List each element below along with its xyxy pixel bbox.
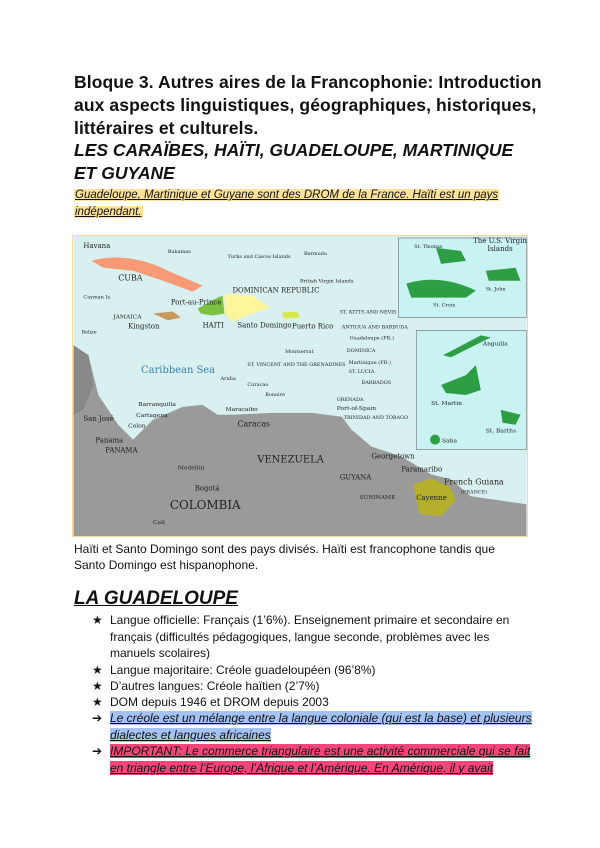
map-label: GRENADA: [336, 396, 364, 403]
map-label: French Guiana: [444, 477, 504, 487]
highlighted-text: Le créole est un mélange entre la langue coloniale (qui est la base) et plusieurs dialectes et langues africaines: [110, 711, 532, 742]
title-line: Bloque 3. Autres aires de la Francophonie: Introduction: [74, 72, 542, 92]
map-label: SURINAME: [359, 494, 396, 502]
map-label: DOMINICA: [346, 348, 376, 355]
map-label: Montserrat: [285, 349, 314, 356]
map-label: St. Barths: [485, 427, 517, 435]
map-label: Bahamas: [167, 248, 191, 255]
map-label: Belize: [81, 329, 97, 336]
map-label: BARBADOS: [361, 380, 392, 387]
map-label: San José: [83, 414, 114, 423]
map-label: Maracaibo: [225, 405, 258, 413]
map-label: ANTIGUA AND BARBUDA: [341, 324, 408, 331]
map-label: JAMAICA: [113, 313, 142, 321]
map-label: Martinique (FR.): [348, 360, 391, 367]
map-label: Bonaire: [265, 391, 285, 398]
list-item-highlight-blue: [92, 710, 532, 743]
section-heading: LA GUADELOUPE: [74, 588, 238, 609]
map-label: Port-au-Prince: [170, 298, 222, 307]
map-label: Bermuda: [303, 250, 327, 257]
map-label: Turks and Caicos Islands: [227, 253, 291, 260]
title-line: littéraires et culturels.: [74, 118, 259, 138]
map-label: Caribbean Sea: [141, 365, 216, 377]
title-line: aux aspects linguistiques, géographiques, historiques,: [74, 95, 537, 115]
map-label: Barranquilla: [138, 400, 176, 408]
star-icon: ★: [92, 613, 103, 627]
map-label: TRINIDAD AND TOBAGO: [343, 414, 409, 421]
highlighted-note: indépendant.: [75, 206, 142, 218]
star-icon: ★: [92, 663, 103, 677]
map-caption: Haïti et Santo Domingo sont des pays divisés. Haïti est francophone tandis que: [74, 542, 495, 556]
map-label: VENEZUELA: [257, 454, 324, 466]
map-label: Cali: [152, 519, 165, 527]
map-label: ST. VINCENT AND THE GRENADINES: [247, 362, 346, 369]
list-item-highlight-red: [92, 743, 532, 776]
map-label: Paramaribo: [401, 465, 443, 474]
map-label: (FRANCE): [460, 489, 488, 496]
map-label: Cartagena: [136, 411, 168, 419]
caribbean-map: [72, 235, 528, 537]
list-item: ★ D’autres langues: Créole haïtien (2’7%): [92, 679, 320, 693]
subtitle-line: LES CARAÏBES, HAÏTI, GUADELOUPE, MARTINIQUE: [74, 140, 514, 160]
map-label: Colon: [128, 422, 146, 430]
list-item: ★ DOM depuis 1946 et DROM depuis 2003: [92, 695, 329, 709]
map-label: DOMINICAN REPUBLIC: [232, 286, 320, 295]
map-label: Anguilla: [482, 340, 508, 348]
highlighted-note: Guadeloupe, Martinique et Guyane sont des DROM de la France. Haïti est un pays: [75, 189, 499, 201]
map-label: Guadeloupe (FR.): [349, 335, 394, 342]
map-caption: Santo Domingo est hispanophone.: [74, 558, 259, 572]
map-label: ST. LUCIA: [348, 369, 375, 376]
map-label: Havana: [83, 241, 111, 250]
map-label: Curacao: [247, 382, 269, 388]
map-label: COLOMBIA: [169, 498, 241, 513]
list-item: ★ Langue majoritaire: Créole guadeloupéen (96’8%): [92, 663, 376, 677]
map-label: Medellín: [177, 464, 205, 472]
map-label: The U.S. Virgin Islands: [473, 237, 527, 253]
highlighted-text: IMPORTANT: Le commerce triangulaire est une activité commerciale qui se fait en triangle entre l’Europe, l’Afrique et l’Amérique. En Amérique, il y avait: [110, 744, 531, 775]
map-label: Port-of-Spain: [336, 404, 377, 412]
map-label: St. Thomas: [414, 243, 443, 250]
map-label: Saba: [442, 437, 458, 445]
map-label: GUYANA: [339, 473, 372, 482]
map-label: Bogotá: [194, 484, 220, 493]
map-label: St. John: [485, 286, 506, 293]
star-icon: ★: [92, 695, 103, 709]
subtitle-line: ET GUYANE: [74, 163, 175, 183]
arrow-right-icon: ➔: [92, 744, 103, 758]
map-label: CUBA: [118, 273, 143, 283]
map-label: British Virgin Islands: [300, 278, 354, 285]
map-label: St. Croix: [433, 302, 456, 309]
map-label: St. Martin: [431, 399, 463, 407]
map-label: ST. KITTS AND NEVIS: [339, 309, 397, 316]
star-icon: ★: [92, 679, 103, 693]
map-label: Georgetown: [371, 452, 415, 461]
map-label: Santo Domingo: [237, 321, 292, 330]
list-item: ★ Langue officielle: Français (1’6%). Enseignement primaire et secondaire en français (difficultés pédagogiques, langue seconde, problèmes avec les manuels scolaires): [92, 613, 510, 660]
map-label: HAITI: [202, 321, 224, 330]
arrow-right-icon: ➔: [92, 711, 103, 725]
map-label: Panama: [95, 436, 124, 445]
map-label: Cayenne: [416, 494, 447, 503]
map-label: Caracas: [237, 419, 271, 429]
map-label: Puerto Rico: [292, 322, 334, 331]
map-label: Cayman Is.: [83, 294, 112, 301]
map-label: PANAMA: [105, 446, 138, 455]
map-label: Aruba: [220, 376, 236, 383]
map-label: Kingston: [128, 322, 160, 331]
